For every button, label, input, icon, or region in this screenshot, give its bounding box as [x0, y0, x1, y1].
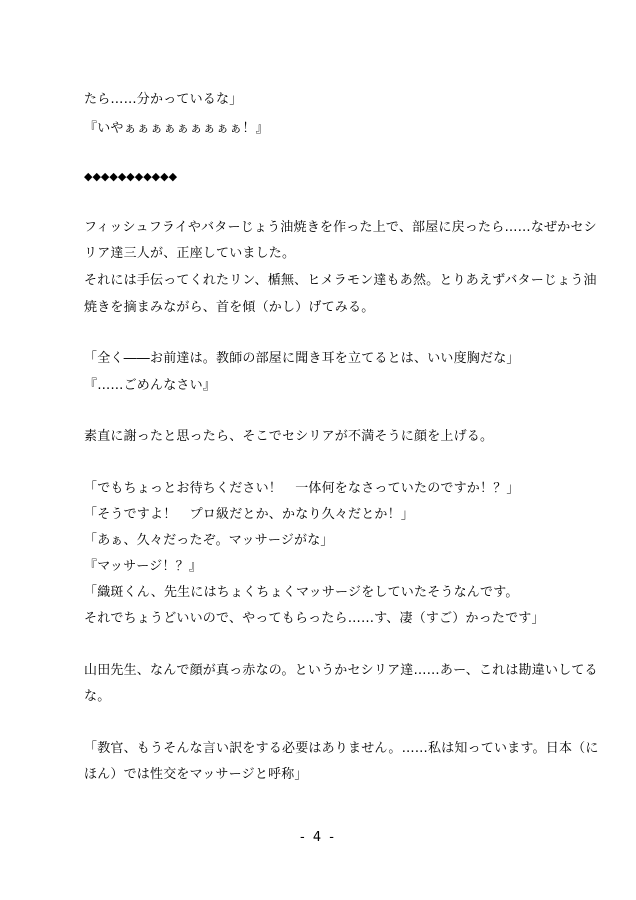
text-line: 『いやぁぁぁぁぁぁぁぁぁ！』: [84, 121, 269, 136]
text-line: 焼きを摘まみながら、首を傾（かし）げてみる。: [84, 300, 375, 315]
text-line: な。: [84, 689, 111, 704]
text-line: それでちょうどいいので、やってもらったら……す、凄（すご）かったです」: [84, 611, 545, 626]
text-line: リア達三人が、正座していました。: [84, 246, 296, 261]
text-line: それには手伝ってくれたリン、楯無、ヒメラモン達もあ然。とりあえずバターじょう油: [84, 273, 597, 288]
text-line: 「全く――お前達は。教師の部屋に聞き耳を立てるとは、いい度胸だな」: [84, 351, 520, 366]
text-line: たら……分かっているな」: [84, 92, 243, 107]
text-line: 『マッサージ！？』: [84, 559, 203, 574]
text-line: 「あぁ、久々だったぞ。マッサージがな」: [84, 533, 334, 548]
text-line: 「そうですよ！ プロ級だとか、かなり久々だとか！」: [84, 507, 415, 522]
text-line: 山田先生、なんで顔が真っ赤なの。というかセシリア達……あー、これは勘違いしてる: [84, 663, 598, 678]
section-divider: ◆◆◆◆◆◆◆◆◆◆◆: [84, 170, 178, 183]
text-line: 「教官、もうそんな言い訳をする必要はありません。……私は知っています。日本（に: [84, 741, 599, 756]
text-line: 「でもちょっとお待ちください！ 一体何をなさっていたのですか！？」: [84, 481, 520, 496]
text-line: 『……ごめんなさい』: [84, 378, 217, 393]
text-line: ほん）では性交をマッサージと呼称」: [84, 767, 308, 782]
page-number: - 4 -: [300, 830, 336, 845]
text-line: 素直に謝ったと思ったら、そこでセシリアが不満そうに顔を上げる。: [84, 429, 494, 444]
text-line: フィッシュフライやバターじょう油焼きを作った上で、部屋に戻ったら……なぜかセシ: [84, 220, 597, 235]
text-line: 「織斑くん、先生にはちょくちょくマッサージをしていたそうなんです。: [84, 585, 519, 600]
